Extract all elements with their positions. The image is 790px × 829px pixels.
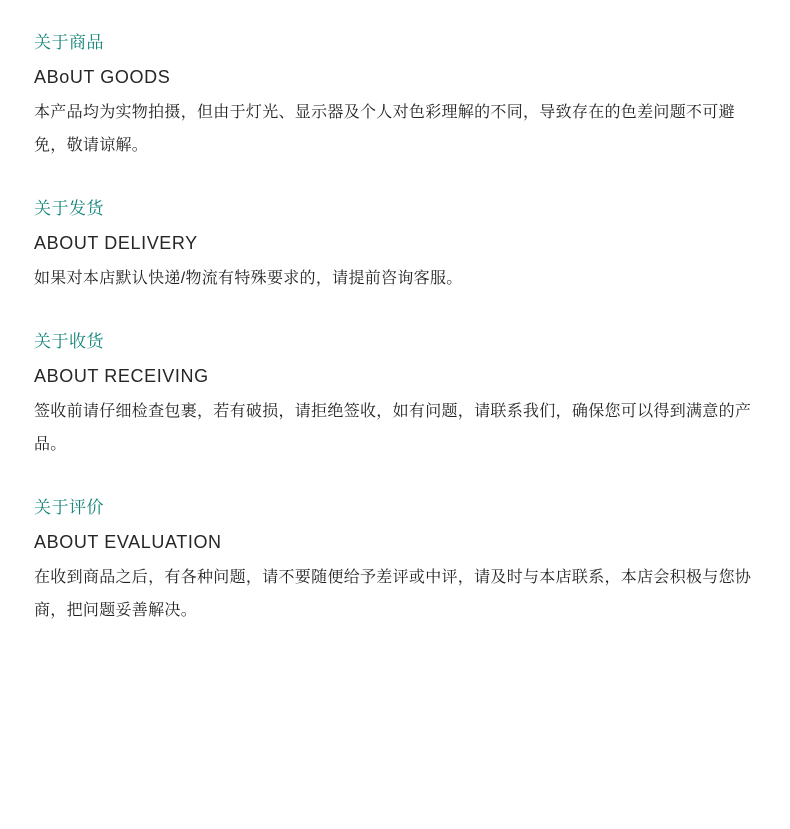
section-title-en: ABOUT EVALUATION xyxy=(34,532,222,552)
section-title-en: ABOUT DELIVERY xyxy=(34,233,198,253)
section-about-receiving xyxy=(34,329,756,461)
section-title-en: ABoUT GOODS xyxy=(34,67,171,87)
section-title-zh: 关于商品 xyxy=(34,33,104,52)
section-body: 如果对本店默认快递/物流有特殊要求的，请提前咨询客服。 xyxy=(34,270,463,287)
section-about-delivery xyxy=(34,196,756,295)
section-title-en: ABOUT RECEIVING xyxy=(34,366,209,386)
section-body: 签收前请仔细检查包裹，若有破损，请拒绝签收，如有问题，请联系我们，确保您可以得到满意的产品。 xyxy=(34,403,752,453)
section-title-zh: 关于发货 xyxy=(34,199,104,218)
section-body: 在收到商品之后，有各种问题，请不要随便给予差评或中评，请及时与本店联系，本店会积极与您协商，把问题妥善解决。 xyxy=(34,569,752,619)
section-title-zh: 关于收货 xyxy=(34,332,104,351)
section-about-goods xyxy=(34,30,756,162)
section-about-evaluation xyxy=(34,495,756,627)
section-title-zh: 关于评价 xyxy=(34,498,104,517)
section-body: 本产品均为实物拍摄，但由于灯光、显示器及个人对色彩理解的不同，导致存在的色差问题不可避免，敬请谅解。 xyxy=(34,104,735,154)
